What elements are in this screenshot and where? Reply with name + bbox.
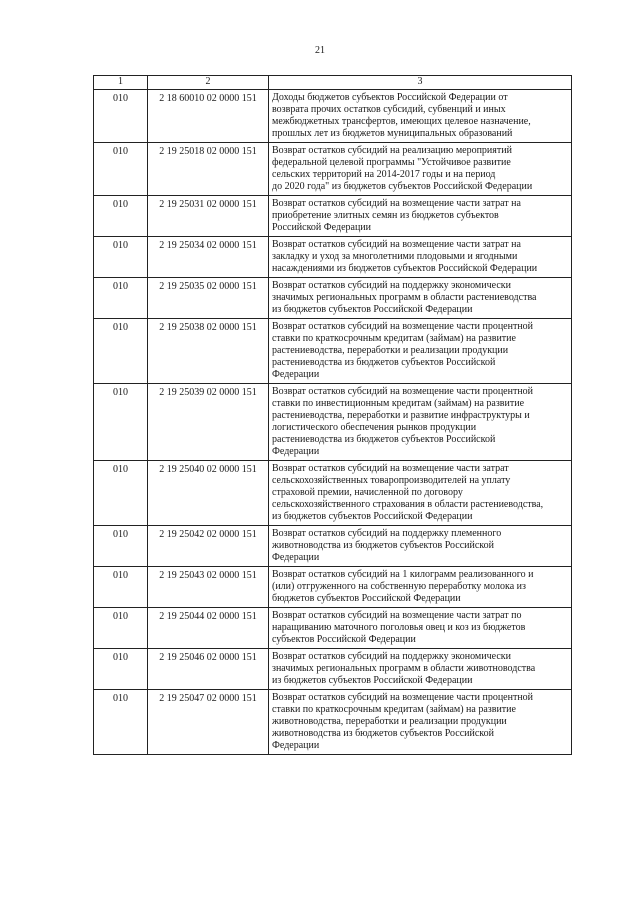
budget-code-cell: 2 19 25039 02 0000 151 (148, 384, 269, 461)
table-row (94, 567, 572, 608)
description-line: Федерации (272, 369, 320, 380)
admin-code-cell: 010 (94, 461, 148, 526)
description-line: (или) отгруженного на собственную переработку молока из (272, 581, 526, 592)
admin-code-cell: 010 (94, 196, 148, 237)
table-row (94, 90, 572, 143)
description-cell (269, 90, 572, 143)
description-cell (269, 143, 572, 196)
description-line: Возврат остатков субсидий на возмещение части затрат по (272, 610, 522, 621)
table-row (94, 237, 572, 278)
admin-code-cell: 010 (94, 649, 148, 690)
description-line: растениеводства из бюджетов субъектов Российской (272, 357, 496, 368)
description-line: Возврат остатков субсидий на возмещение части затрат на (272, 198, 521, 209)
description-line: межбюджетных трансфертов, имеющих целевое назначение, (272, 116, 531, 127)
description-line: Возврат остатков субсидий на возмещение части процентной (272, 386, 534, 397)
page-number: 21 (315, 45, 325, 56)
table-row (94, 649, 572, 690)
admin-code-cell: 010 (94, 608, 148, 649)
description-line: субъектов Российской Федерации (272, 634, 416, 645)
admin-code-cell: 010 (94, 384, 148, 461)
description-line: Возврат остатков субсидий на поддержку племенного (272, 528, 502, 539)
description-line: насаждениями из бюджетов субъектов Российской Федерации (272, 263, 538, 274)
budget-code-cell: 2 19 25031 02 0000 151 (148, 196, 269, 237)
description-line: растениеводства из бюджетов субъектов Российской (272, 434, 496, 445)
description-line: Возврат остатков субсидий на возмещение части затрат (272, 463, 509, 474)
description-line: животноводства из бюджетов субъектов Российской (272, 728, 495, 739)
column-header-2: 2 (148, 76, 269, 90)
header-row (94, 76, 572, 90)
description-line: до 2020 года" из бюджетов субъектов Российской Федерации (272, 181, 533, 192)
description-line: ставки по краткосрочным кредитам (займам) на развитие (272, 333, 516, 344)
budget-code-cell: 2 19 25044 02 0000 151 (148, 608, 269, 649)
description-cell (269, 608, 572, 649)
table-row (94, 461, 572, 526)
admin-code-cell: 010 (94, 237, 148, 278)
column-header-3: 3 (269, 76, 572, 90)
description-line: значимых региональных программ в области животноводства (272, 663, 536, 674)
budget-code-cell: 2 19 25043 02 0000 151 (148, 567, 269, 608)
table-row (94, 608, 572, 649)
description-line: Федерации (272, 446, 320, 457)
admin-code-cell: 010 (94, 90, 148, 143)
description-line: федеральной целевой программы "Устойчивое развитие (272, 157, 511, 168)
table-row (94, 384, 572, 461)
description-line: Возврат остатков субсидий на поддержку экономически (272, 280, 511, 291)
description-cell (269, 278, 572, 319)
description-cell (269, 649, 572, 690)
description-cell (269, 237, 572, 278)
description-line: ставки по краткосрочным кредитам (займам) на развитие (272, 704, 516, 715)
admin-code-cell: 010 (94, 526, 148, 567)
table-row (94, 319, 572, 384)
description-cell (269, 196, 572, 237)
description-line: сельскохозяйственных товаропроизводителей на уплату (272, 475, 511, 486)
description-line: наращиванию маточного поголовья овец и коз из бюджетов (272, 622, 526, 633)
description-line: закладку и уход за многолетними плодовыми и ягодными (272, 251, 518, 262)
description-line: из бюджетов субъектов Российской Федерации (272, 511, 473, 522)
admin-code-cell: 010 (94, 143, 148, 196)
description-line: ставки по инвестиционным кредитам (займам) на развитие (272, 398, 525, 409)
budget-code-cell: 2 19 25018 02 0000 151 (148, 143, 269, 196)
description-line: Федерации (272, 740, 320, 751)
description-line: значимых региональных программ в области растениеводства (272, 292, 537, 303)
description-cell (269, 690, 572, 755)
budget-code-cell: 2 18 60010 02 0000 151 (148, 90, 269, 143)
description-line: страховой премии, начисленной по договору (272, 487, 463, 498)
description-cell (269, 384, 572, 461)
description-line: приобретение элитных семян из бюджетов субъектов (272, 210, 499, 221)
description-line: Возврат остатков субсидий на реализацию мероприятий (272, 145, 512, 156)
budget-code-cell: 2 19 25034 02 0000 151 (148, 237, 269, 278)
description-line: Возврат остатков субсидий на поддержку экономически (272, 651, 511, 662)
budget-code-cell: 2 19 25035 02 0000 151 (148, 278, 269, 319)
table-row (94, 526, 572, 567)
description-line: Возврат остатков субсидий на 1 килограмм реализованного и (272, 569, 534, 580)
description-cell (269, 319, 572, 384)
budget-code-cell: 2 19 25047 02 0000 151 (148, 690, 269, 755)
description-line: сельскохозяйственного страхования в области растениеводства, (272, 499, 544, 510)
budget-code-cell: 2 19 25038 02 0000 151 (148, 319, 269, 384)
table-row (94, 278, 572, 319)
classification-table (93, 75, 572, 755)
description-line: бюджетов субъектов Российской Федерации (272, 593, 461, 604)
budget-code-cell: 2 19 25040 02 0000 151 (148, 461, 269, 526)
description-cell (269, 461, 572, 526)
table-row (94, 143, 572, 196)
description-line: прошлых лет из бюджетов муниципальных образований (272, 128, 513, 139)
table-row (94, 690, 572, 755)
table-body (94, 90, 572, 755)
column-header-1: 1 (94, 76, 148, 90)
admin-code-cell: 010 (94, 567, 148, 608)
admin-code-cell: 010 (94, 319, 148, 384)
description-line: Федерации (272, 552, 320, 563)
description-line: из бюджетов субъектов Российской Федерации (272, 304, 473, 315)
table-row (94, 196, 572, 237)
description-line: Возврат остатков субсидий на возмещение части затрат на (272, 239, 521, 250)
description-line: растениеводства, переработки и реализации продукции (272, 345, 509, 356)
description-line: растениеводства, переработки и развитие инфраструктуры и (272, 410, 530, 421)
description-line: сельских территорий на 2014-2017 годы и на период (272, 169, 496, 180)
description-cell (269, 526, 572, 567)
budget-code-cell: 2 19 25046 02 0000 151 (148, 649, 269, 690)
description-line: животноводства, переработки и реализации продукции (272, 716, 507, 727)
description-line: животноводства из бюджетов субъектов Российской (272, 540, 495, 551)
description-cell (269, 567, 572, 608)
description-line: из бюджетов субъектов Российской Федерации (272, 675, 473, 686)
admin-code-cell: 010 (94, 278, 148, 319)
admin-code-cell: 010 (94, 690, 148, 755)
budget-code-cell: 2 19 25042 02 0000 151 (148, 526, 269, 567)
description-line: логистического обеспечения рынков продукции (272, 422, 477, 433)
description-line: Российской Федерации (272, 222, 372, 233)
description-line: возврата прочих остатков субсидий, субвенций и иных (272, 104, 506, 115)
description-line: Доходы бюджетов субъектов Российской Федерации от (272, 92, 508, 103)
description-line: Возврат остатков субсидий на возмещение части процентной (272, 692, 534, 703)
description-line: Возврат остатков субсидий на возмещение части процентной (272, 321, 534, 332)
